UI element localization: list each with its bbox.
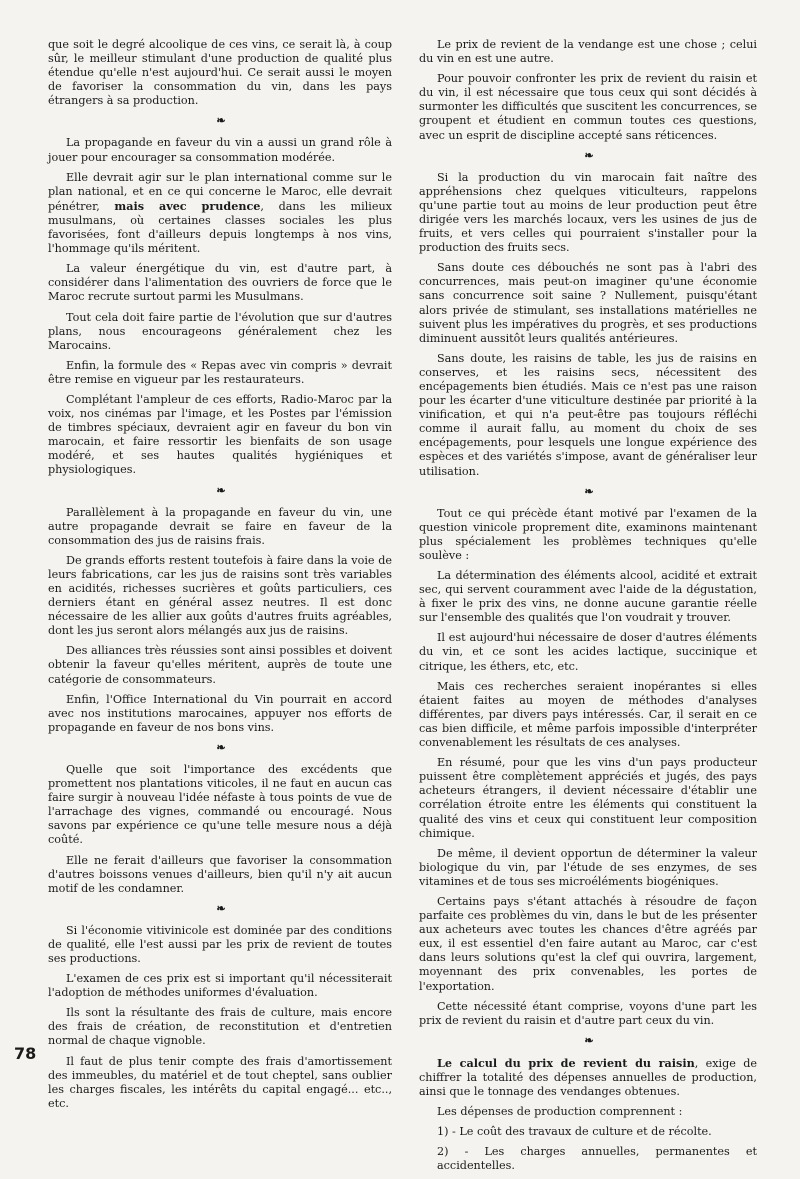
paragraph: Si la production du vin marocain fait naître des appréhensions chez quelques viticulteurs, rappelons qu'une partie tout au moins de leur production peut être dirigée vers les marchés locaux, vers les usines de jus de fruits, et vers celles qui pourraient s'installer pour la production des fruits secs. [419, 170, 757, 255]
paragraph: Il faut de plus tenir compte des frais d'amortissement des immeubles, du matériel et de tout cheptel, sans oublier les charges fiscales, les intérêts du capital engagé... etc.., etc. [48, 1054, 392, 1110]
bold-emphasis: mais avec prudence [114, 198, 261, 213]
paragraph: La propagande en faveur du vin a aussi un grand rôle à jouer pour encourager sa consommation modérée. [48, 136, 392, 164]
paragraph: Certains pays s'étant attachés à résoudre de façon parfaite ces problèmes du vin, dans le but de les présenter aux acheteurs avec toutes les chances d'être agréés par eux, il est essentiel d'en faire autant au Maroc, car c'est dans leurs solutions qu'est la clef qui ouvrira, largement, moyennant des prix convenables, les portes de l'exportation. [419, 894, 757, 993]
paragraph: Les dépenses de production comprennent : [437, 1105, 683, 1119]
right-column [419, 38, 757, 1179]
paragraph: que soit le degré alcoolique de ces vins, ce serait là, à coup sûr, le meilleur stimulant d'une production de qualité plus étendue qu'elle n'est aujourd'hui. Ce serait aussi le moyen de favoriser la consommation du vin, dans les pays étrangers à sa production. [48, 38, 392, 108]
paragraph: 1) - Le coût des travaux de culture et de récolte. [437, 1125, 712, 1139]
paragraph: Enfin, la formule des « Repas avec vin compris » devrait être remise en vigueur par les restaurateurs. [48, 358, 392, 386]
paragraph: En résumé, pour que les vins d'un pays producteur puissent être complètement appréciés et jugés, des pays acheteurs étrangers, il devient nécessaire d'établir une corrélation étroite entre les éléments qui constituent la qualité des vins et ceux qui constituent leur composition chimique. [419, 756, 757, 840]
paragraph: La valeur énergétique du vin, est d'autre part, à considérer dans l'alimentation des ouvriers de force que le Maroc recrute surtout parmi les Musulmans. [48, 262, 392, 304]
bold-emphasis: Le calcul du prix de revient du raisin [437, 1055, 695, 1070]
paragraph: Sans doute, les raisins de table, les jus de raisins en conserves, et les raisins secs, nécessitent des encépagements bien étudiés. Mais ce n'est pas une raison pour les écarter d'une viticulture destinée par priorité à la vinification, et qui n'a peut-être pas toujours réfléchi comme il aurait fallu, au moment du choix de ses encépagements, pour lesquels une longue expérience des espèces et des variétés s'impose, avant de généraliser leur utilisation. [419, 351, 757, 478]
paragraph: Tout cela doit faire partie de l'évolution que sur d'autres plans, nous encourageons généralement chez les Marocains. [48, 310, 392, 352]
paragraph: 2) - Les charges annuelles, permanentes et accidentelles. [437, 1145, 757, 1173]
paragraph: Mais ces recherches seraient inopérantes si elles étaient faites au moyen de méthodes d'analyses différentes, par divers pays intéressés. Car, il serait en ce cas bien difficile, et même parfois impossible d'interpréter convenablement les résultats de ces analyses. [419, 679, 757, 750]
section-ornament: ❧ [584, 148, 592, 162]
left-column [48, 38, 392, 1117]
paragraph [48, 171, 392, 257]
paragraph-text: , exige de chiffrer la totalité des dépenses annuelles de production, ainsi que le tonnage des vendanges obtenues. [419, 1056, 757, 1098]
paragraph: Enfin, l'Office International du Vin pourrait en accord avec nos institutions marocaines, appuyer nos efforts de propagande en faveur de nos bons vins. [48, 692, 392, 734]
section-ornament: ❧ [216, 740, 224, 754]
paragraph: Tout ce qui précède étant motivé par l'examen de la question vinicole proprement dite, examinons maintenant plus spécialement les problèmes techniques qu'elle soulève : [419, 506, 757, 562]
paragraph: De grands efforts restent toutefois à faire dans la voie de leurs fabrications, car les jus de raisins sont très variables en acidités, richesses sucrières et goûts particuliers, ces derniers étant en général assez neutres. Il est donc nécessaire de les allier aux goûts d'autres fruits agréables, dont les jus seront alors mélangés aux jus de raisins. [48, 553, 392, 638]
paragraph: La détermination des éléments alcool, acidité et extrait sec, qui servent couramment avec l'aide de la dégustation, à fixer le prix des vins, ne donne aucune garantie réelle sur l'ensemble des qualités que l'on voudrait y trouver. [419, 569, 757, 625]
paragraph: L'examen de ces prix est si important qu'il nécessiterait l'adoption de méthodes uniformes d'évaluation. [48, 972, 392, 1000]
paragraph: Parallèlement à la propagande en faveur du vin, une autre propagande devrait se faire en faveur de la consommation des jus de raisins frais. [48, 505, 392, 547]
paragraph: Des alliances très réussies sont ainsi possibles et doivent obtenir la faveur qu'elles méritent, auprès de toute une catégorie de consommateurs. [48, 644, 392, 686]
paragraph: Le prix de revient de la vendange est une chose ; celui du vin en est une autre. [419, 38, 757, 66]
section-ornament: ❧ [584, 1033, 592, 1047]
page-number: 78 [14, 1044, 37, 1063]
paragraph: Pour pouvoir confronter les prix de revient du raisin et du vin, il est nécessaire que tous ceux qui sont décidés à surmonter les difficultés que suscitent les concurrences, se groupent et étudient en commun toutes ces questions, avec un esprit de discipline accepté sans réticences. [419, 72, 757, 142]
paragraph: De même, il devient opportun de déterminer la valeur biologique du vin, par l'étude de ses enzymes, de ses vitamines et de tous ses microéléments biogéniques. [419, 846, 757, 888]
section-ornament: ❧ [216, 483, 224, 497]
paragraph: Complétant l'ampleur de ces efforts, Radio-Maroc par la voix, nos cinémas par l'image, et les Postes par l'émission de timbres spéciaux, devraient agir en faveur du bon vin marocain, et faire ressortir les bienfaits de son usage modéré, et ses hautes qualités hygiéniques et physiologiques. [48, 392, 392, 477]
section-ornament: ❧ [216, 114, 224, 128]
paragraph: Cette nécessité étant comprise, voyons d'une part les prix de revient du raisin et d'autre part ceux du vin. [419, 999, 757, 1027]
paragraph [419, 1056, 757, 1099]
paragraph: Sans doute ces débouchés ne sont pas à l'abri des concurrences, mais peut-on imaginer qu'une économie sans concurrence soit saine ? Nullement, puisqu'étant alors privée de stimulant, ses installations matérielles ne suivent plus les impératives du progrès, et ses productions diminuent aussitôt leurs qualités antérieures. [419, 261, 757, 345]
paragraph: Quelle que soit l'importance des excédents que promettent nos plantations viticoles, il ne faut en aucun cas faire surgir à nouveau l'idée néfaste à tous points de vue de l'arrachage des vignes, commandé ou encouragé. Nous savons par expérience ce qu'une telle mesure nous a déjà coûté. [48, 762, 392, 847]
section-ornament: ❧ [584, 484, 592, 498]
paragraph-text: , dans les milieux musulmans, où certaines classes sociales les plus favorisées, font d'ailleurs depuis longtemps à nos vins, l'hommage qu'ils méritent. [48, 199, 392, 256]
paragraph: Elle ne ferait d'ailleurs que favoriser la consommation d'autres boissons venues d'ailleurs, bien qu'il n'y ait aucun motif de les condamner. [48, 853, 392, 895]
section-ornament: ❧ [216, 901, 224, 915]
paragraph: Ils sont la résultante des frais de culture, mais encore des frais de création, de reconstitution et d'entretien normal de chaque vignoble. [48, 1006, 392, 1048]
paragraph: Il est aujourd'hui nécessaire de doser d'autres éléments du vin, et ce sont les acides lactique, succinique et citrique, les éthers, etc, etc. [419, 631, 757, 673]
paragraph: Si l'économie vitivinicole est dominée par des conditions de qualité, elle l'est aussi par les prix de revient de toutes ses productions. [48, 923, 392, 965]
paragraph-text: Elle devrait agir sur le plan international comme sur le plan national, et en ce qui concerne le Maroc, elle devrait pénétrer, [48, 170, 392, 213]
